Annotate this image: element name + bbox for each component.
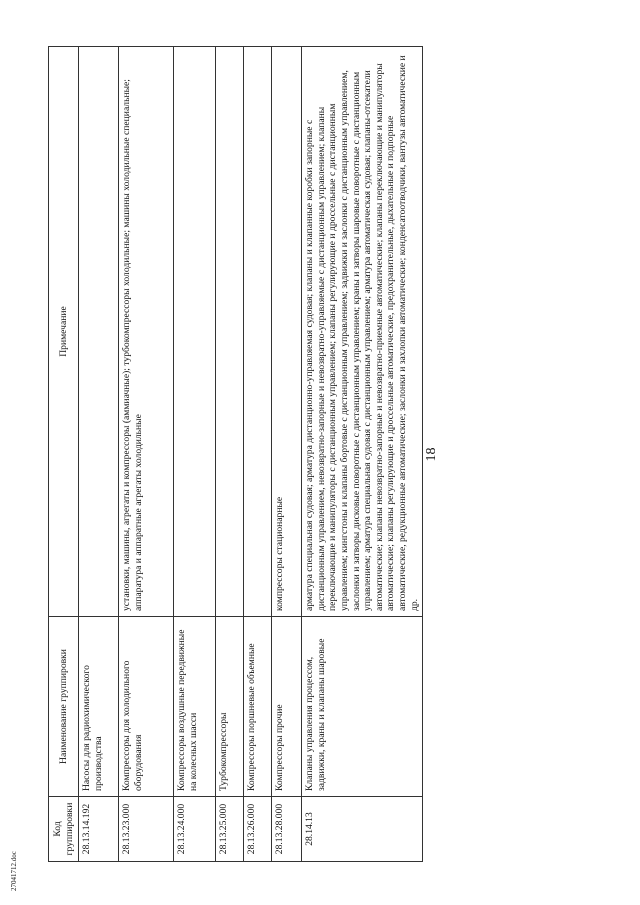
row-note (174, 47, 216, 617)
footer-filename: 27041712.doc (10, 851, 18, 891)
row-name: Насосы для радиохимического производства (79, 617, 119, 797)
row-code: 28.13.26.000 (244, 797, 272, 862)
table-row (174, 47, 216, 862)
row-code: 28.14.13 (302, 797, 423, 862)
row-note (216, 47, 244, 617)
row-code: 28.13.24.000 (174, 797, 216, 862)
page-number: 18 (424, 447, 439, 462)
row-name: Компрессоры поршневые объемные (244, 617, 272, 797)
row-name: Компрессоры воздушные передвижные на колесных шасси (174, 617, 216, 797)
row-note: установки, машины, агрегаты и компрессоры (аммиачные); турбокомпрессоры холодильные; машины холодильные специальные; аппаратура и аппаратные агрегаты холодильные (119, 47, 174, 617)
groupings-table (48, 46, 423, 862)
header-name: Наименование группировки (49, 617, 79, 797)
row-note (244, 47, 272, 617)
row-name: Турбокомпрессоры (216, 617, 244, 797)
row-note (79, 47, 119, 617)
row-name: Клапаны управления процессом, задвижки, краны и клапаны шаровые (302, 617, 423, 797)
row-note: арматура специальная судовая; арматура дистанционно-управляемая судовая; клапаны и клапанные коробки запорные с дистанционным управлением, невозвратно-запорные и невозвратно-управляемые с дистанционным управлением; клапаны переключающие и манипуляторы с дистанционным управлением; клапаны регулирующие и дроссельные с дистанционным управлением; кингстоны и клапаны бортовые с дистанционным управлением; задвижки и заслонки с дистанционным управлением, заслонки и затворы дисковые поворотные с дистанционным управлением; краны и затворы шаровые поворотные с дистанционным управлением; арматура специальная судовая с дистанционным управлением; арматура автоматическая судовая; клапаны-отсекатели автоматические; клапаны невозвратно-запорные и невозвратно-приемные автоматические; клапаны переключающие и манипуляторы автоматические; клапаны регулирующие и дроссельные автоматические, предохранительные, дыхательные и подпорные автоматические, редукционные автоматические; заслонки и захлопки автоматические; конденсатоотводчики, вантузы автоматические и др. (302, 47, 423, 617)
table-header-row (49, 47, 79, 862)
row-code: 28.13.14.192 (79, 797, 119, 862)
table-row (302, 47, 423, 862)
rotated-page-content (48, 47, 563, 862)
table-row (119, 47, 174, 862)
row-note: компрессоры стационарные (272, 47, 302, 617)
table-row (79, 47, 119, 862)
row-code: 28.13.28.000 (272, 797, 302, 862)
header-code: Код группировки (49, 797, 79, 862)
row-name: Компрессоры прочие (272, 617, 302, 797)
header-note: Примечание (49, 47, 79, 617)
table-row (272, 47, 302, 862)
table-row (244, 47, 272, 862)
table-row (216, 47, 244, 862)
row-name: Компрессоры для холодильного оборудования (119, 617, 174, 797)
row-code: 28.13.23.000 (119, 797, 174, 862)
row-code: 28.13.25.000 (216, 797, 244, 862)
